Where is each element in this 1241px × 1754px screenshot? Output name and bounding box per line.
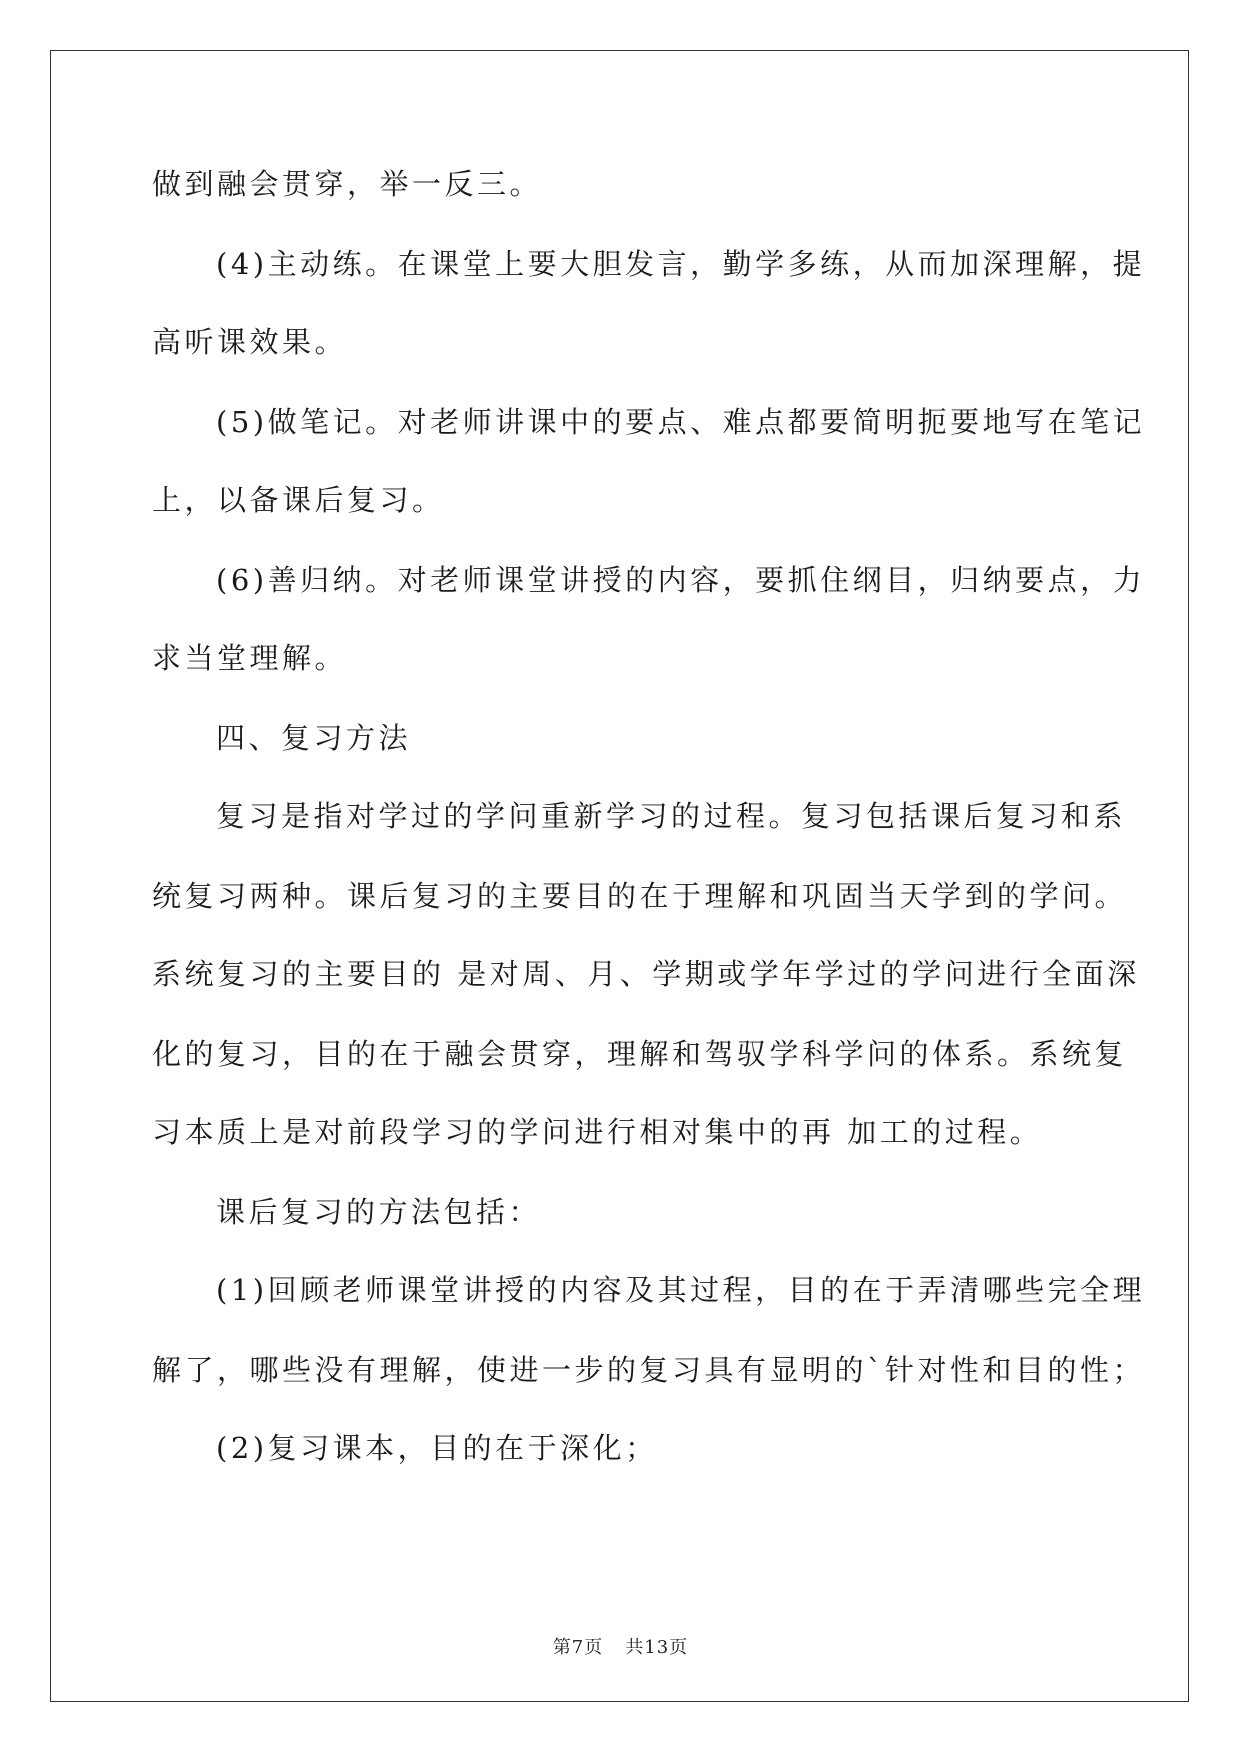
text-line: (5)做笔记。对老师讲课中的要点、难点都要简明扼要地写在笔记 xyxy=(216,405,1146,439)
text-line: 习本质上是对前段学习的学问进行相对集中的再 加工的过程。 xyxy=(152,1115,1043,1149)
text-line: (2)复习课本，目的在于深化； xyxy=(216,1431,658,1465)
section-heading: 四、复习方法 xyxy=(216,721,412,755)
text-line: 课后复习的方法包括： xyxy=(216,1195,542,1229)
text-line: 做到融会贯穿，举一反三。 xyxy=(152,167,543,201)
text-line: 解了，哪些没有理解，使进一步的复习具有显明的`针对性和目的性； xyxy=(152,1353,1146,1387)
text-line: (6)善归纳。对老师课堂讲授的内容，要抓住纲目，归纳要点，力 xyxy=(216,563,1146,597)
page-total: 共13页 xyxy=(625,1637,689,1658)
text-line: 化的复习，目的在于融会贯穿，理解和驾驭学科学问的体系。系统复 xyxy=(152,1037,1128,1071)
text-line: 统复习两种。课后复习的主要目的在于理解和巩固当天学到的学问。 xyxy=(152,879,1128,913)
page-footer xyxy=(0,1633,1241,1659)
text-line: (1)回顾老师课堂讲授的内容及其过程，目的在于弄清哪些完全理 xyxy=(216,1273,1146,1307)
page-number: 第7页 xyxy=(552,1637,604,1658)
text-line: 系统复习的主要目的 是对周、月、学期或学年学过的学问进行全面深 xyxy=(152,957,1140,991)
text-line: 求当堂理解。 xyxy=(152,641,348,675)
text-line: 复习是指对学过的学问重新学习的过程。复习包括课后复习和系 xyxy=(216,799,1127,833)
text-line: 高听课效果。 xyxy=(152,325,348,359)
text-line: 上，以备课后复习。 xyxy=(152,483,445,517)
text-line: (4)主动练。在课堂上要大胆发言，勤学多练，从而加深理解，提 xyxy=(216,247,1146,281)
